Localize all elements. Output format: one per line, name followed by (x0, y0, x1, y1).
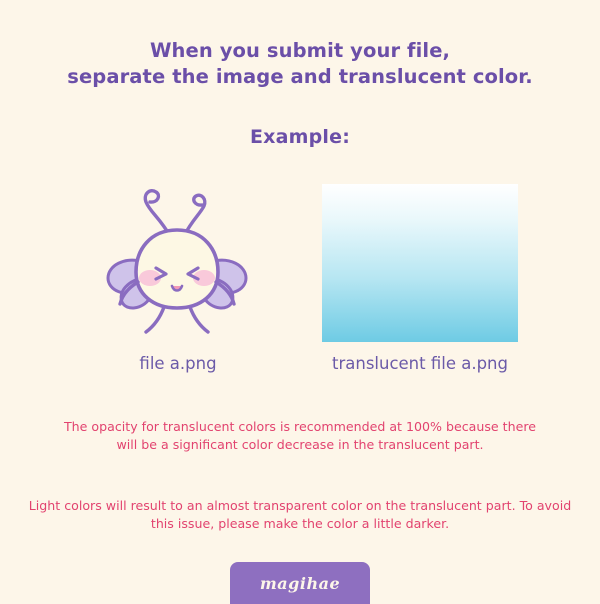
example-label: Example: (249, 126, 351, 148)
example-row (0, 178, 600, 378)
note-opacity: The opacity for translucent colors is recommended at 100% because there will be a significant color decrease in the translucent part. (63, 419, 536, 452)
fairy-character-svg (88, 178, 268, 346)
page-title (0, 38, 600, 90)
fairy-character-illustration (88, 178, 268, 346)
headline-line-1: When you submit your file, (149, 39, 451, 62)
note-light-colors: Light colors will result to an almost transparent color on the translucent part. To avoid this issue, please make the color a little darker. (28, 498, 572, 531)
gradient-color-swatch (322, 184, 518, 342)
caption-file-translucent: translucent file a.png (332, 354, 508, 373)
brand-logo-text: magihae (259, 573, 341, 593)
brand-logo (230, 562, 370, 604)
headline-line-2: separate the image and translucent color. (67, 65, 533, 88)
caption-file-image: file a.png (139, 354, 217, 373)
